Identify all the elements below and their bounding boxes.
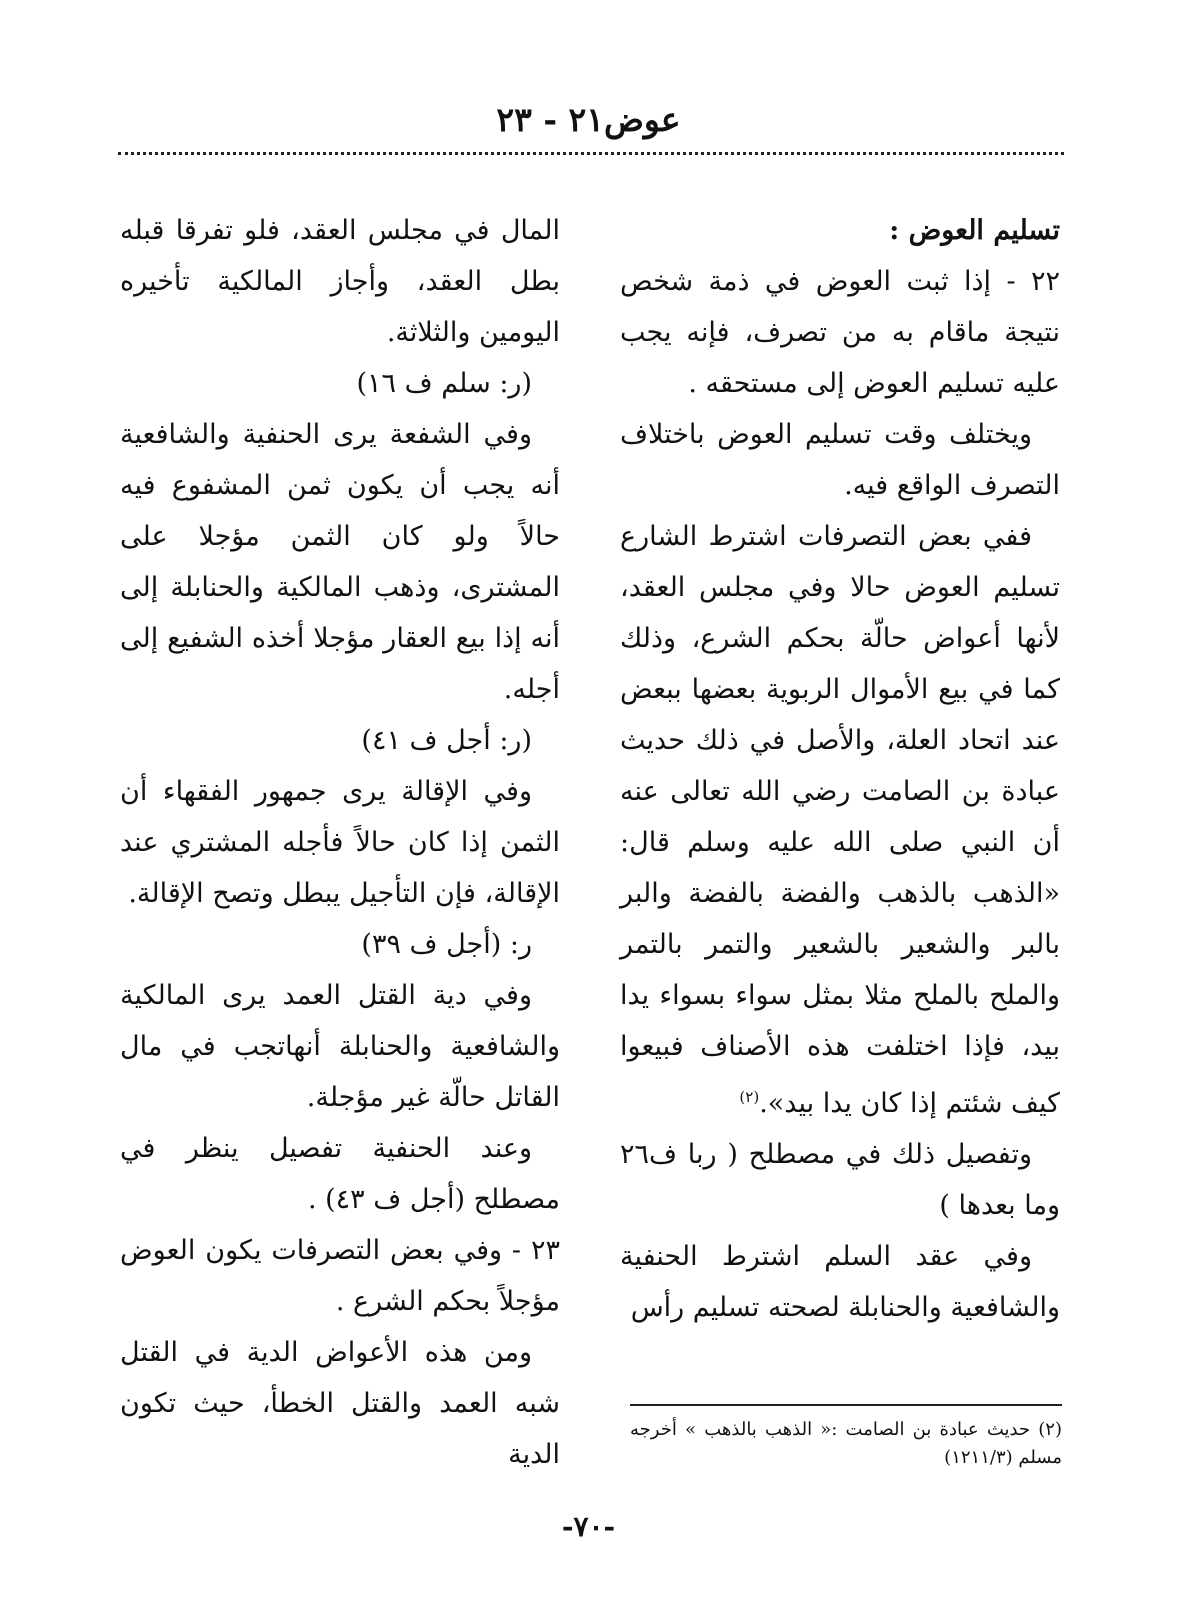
right-column bbox=[620, 205, 1060, 1333]
paragraph-23: ٢٣ - وفي بعض التصرفات يكون العوض مؤجلاً بحكم الشرع . bbox=[120, 1235, 560, 1317]
reference-ajal-41: (ر: أجل ف ٤١) bbox=[361, 725, 532, 756]
left-column bbox=[120, 205, 560, 1480]
paragraph-iqala: وفي الإقالة يرى جمهور الفقهاء أن الثمن إذا كان حالاً فأجله المشتري عند الإقالة، فإن التأجيل يبطل وتصح الإقالة. bbox=[120, 776, 560, 909]
footnote-rule bbox=[630, 1404, 1062, 1406]
paragraph-22: ٢٢ - إذا ثبت العوض في ذمة شخص نتيجة ماقام به من تصرف، فإنه يجب عليه تسليم العوض إلى مستحقه . bbox=[620, 266, 1060, 399]
reference-salam: (ر: سلم ف ١٦) bbox=[356, 368, 532, 399]
footnote bbox=[630, 1416, 1062, 1472]
header-dotted-rule bbox=[118, 152, 1064, 155]
paragraph-hanafi-detail: وعند الحنفية تفصيل ينظر في مصطلح (أجل ف ٤٣) . bbox=[120, 1133, 560, 1215]
paragraph-shufa: وفي الشفعة يرى الحنفية والشافعية أنه يجب أن يكون ثمن المشفوع فيه حالاً ولو كان الثمن مؤجلا على المشترى، وذهب المالكية والحنابلة إلى أنه إذا بيع العقار مؤجلا أخذه الشفيع إلى أجله. bbox=[120, 419, 560, 705]
paragraph-diya-khata: ومن هذه الأعواض الدية في القتل شبه العمد والقتل الخطأ، حيث تكون الدية bbox=[120, 1337, 560, 1470]
paragraph-hadith-text: ففي بعض التصرفات اشترط الشارع تسليم العوض حالا وفي مجلس العقد، لأنها أعواض حالّة بحكم الشرع، وذلك كما في بيع الأموال الربوية بعضها ببعض عند اتحاد العلة، والأصل في ذلك حديث عبادة بن الصامت رضي الله تعالى عنه أن النبي صلى الله عليه وسلم قال: «الذهب بالذهب والفضة بالفضة والبر بالبر والشعير بالشعير والتمر بالتمر والملح بالملح مثلا بمثل سواء بسواء يدا بيد، فإذا اختلفت هذه الأصناف فبيعوا كيف شئتم إذا كان يدا بيد». bbox=[620, 521, 1060, 1119]
section-heading: تسليم العوض : bbox=[889, 215, 1060, 246]
paragraph-salam-cont: المال في مجلس العقد، فلو تفرقا قبله بطل العقد، وأجاز المالكية تأخيره اليومين والثلاثة. bbox=[120, 215, 560, 348]
footnote-marker: (٢) bbox=[739, 1088, 760, 1106]
page-number: -٧٠- bbox=[561, 1510, 616, 1543]
reference-ajal-39: ر: (أجل ف ٣٩) bbox=[361, 929, 532, 960]
page-header-title: عوض٢١ - ٢٣ bbox=[496, 100, 681, 139]
paragraph-salam: وفي عقد السلم اشترط الحنفية والشافعية والحنابلة لصحته تسليم رأس bbox=[620, 1241, 1060, 1323]
paragraph-hadith bbox=[620, 511, 1060, 1129]
paragraph-riba-ref: وتفصيل ذلك في مصطلح ( ربا ف٢٦ وما بعدها ) bbox=[620, 1139, 1060, 1221]
paragraph-timing: ويختلف وقت تسليم العوض باختلاف التصرف الواقع فيه. bbox=[620, 419, 1060, 501]
paragraph-diya-amd: وفي دية القتل العمد يرى المالكية والشافعية والحنابلة أنهاتجب في مال القاتل حالّة غير مؤجلة. bbox=[120, 980, 560, 1113]
footnote-text: (٢) حديث عبادة بن الصامت :« الذهب بالذهب » أخرجه مسلم (١٢١١/٣) bbox=[630, 1419, 1062, 1468]
